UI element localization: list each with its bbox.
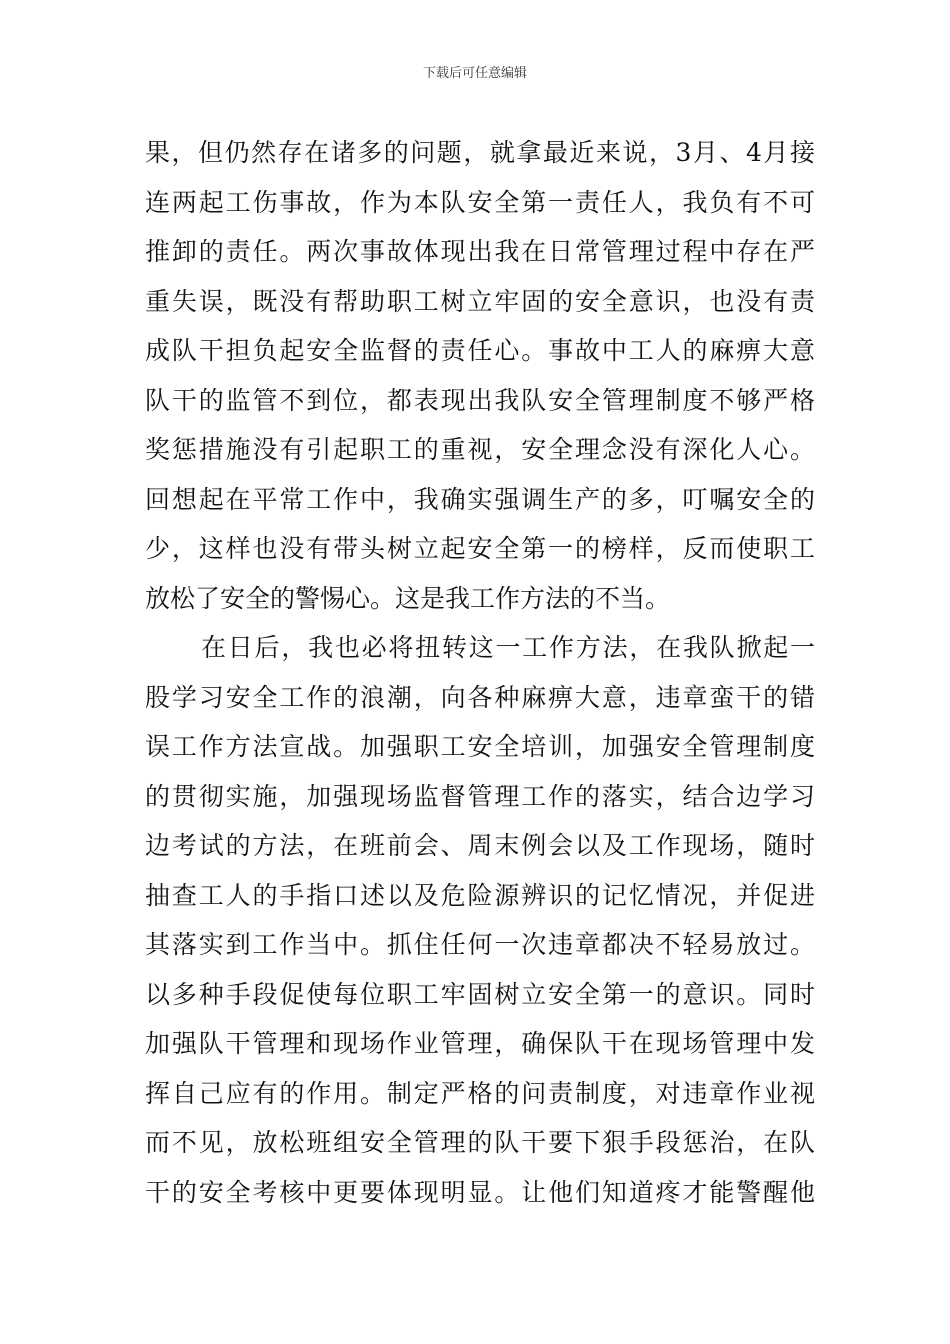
text-line: 的贯彻实施，加强现场监督管理工作的落实，结合边学习 bbox=[145, 781, 815, 811]
page-header: 下载后可任意编辑 bbox=[422, 66, 527, 81]
text-line: 以多种手段促使每位职工牢固树立安全第一的意识。同时 bbox=[145, 979, 815, 1009]
text-line: 少，这样也没有带头树立起安全第一的榜样，反而使职工 bbox=[145, 534, 815, 563]
text-line: 其落实到工作当中。抓住任何一次违章都决不轻易放过。 bbox=[145, 930, 815, 959]
text-line: 误工作方法宣战。加强职工安全培训，加强安全管理制度 bbox=[145, 732, 815, 761]
text-line: 加强队干管理和现场作业管理，确保队干在现场管理中发 bbox=[145, 1029, 815, 1058]
text-line: 奖惩措施没有引起职工的重视，安全理念没有深化人心。 bbox=[145, 435, 815, 464]
text-line: 干的安全考核中更要体现明显。让他们知道疼才能警醒他 bbox=[145, 1177, 815, 1207]
text-line: 重失误，既没有帮助职工树立牢固的安全意识，也没有责 bbox=[145, 286, 815, 316]
text-line: 挥自己应有的作用。制定严格的问责制度，对违章作业视 bbox=[145, 1078, 815, 1108]
text-line: 股学习安全工作的浪潮，向各种麻痹大意，违章蛮干的错 bbox=[145, 682, 815, 712]
paragraph-first-line: 在日后，我也必将扭转这一工作方法，在我队掀起一 bbox=[201, 633, 815, 662]
text-line: 队干的监管不到位，都表现出我队安全管理制度不够严格 bbox=[145, 385, 815, 415]
text-line: 推卸的责任。两次事故体现出我在日常管理过程中存在严 bbox=[145, 237, 815, 266]
text-line: 回想起在平常工作中，我确实强调生产的多，叮嘱安全的 bbox=[145, 484, 815, 514]
text-line: 抽查工人的手指口述以及危险源辨识的记忆情况，并促进 bbox=[145, 880, 815, 910]
document-body bbox=[145, 128, 815, 1217]
text-line: 而不见，放松班组安全管理的队干要下狠手段惩治，在队 bbox=[145, 1128, 815, 1157]
text-line: 果，但仍然存在诸多的问题，就拿最近来说，3月、4月接 bbox=[145, 138, 815, 167]
text-line: 连两起工伤事故，作为本队安全第一责任人，我负有不可 bbox=[145, 187, 815, 217]
text-line: 放松了安全的警惕心。这是我工作方法的不当。 bbox=[145, 583, 671, 613]
text-line: 边考试的方法，在班前会、周末例会以及工作现场，随时 bbox=[145, 831, 815, 860]
text-line: 成队干担负起安全监督的责任心。事故中工人的麻痹大意 bbox=[145, 336, 815, 365]
